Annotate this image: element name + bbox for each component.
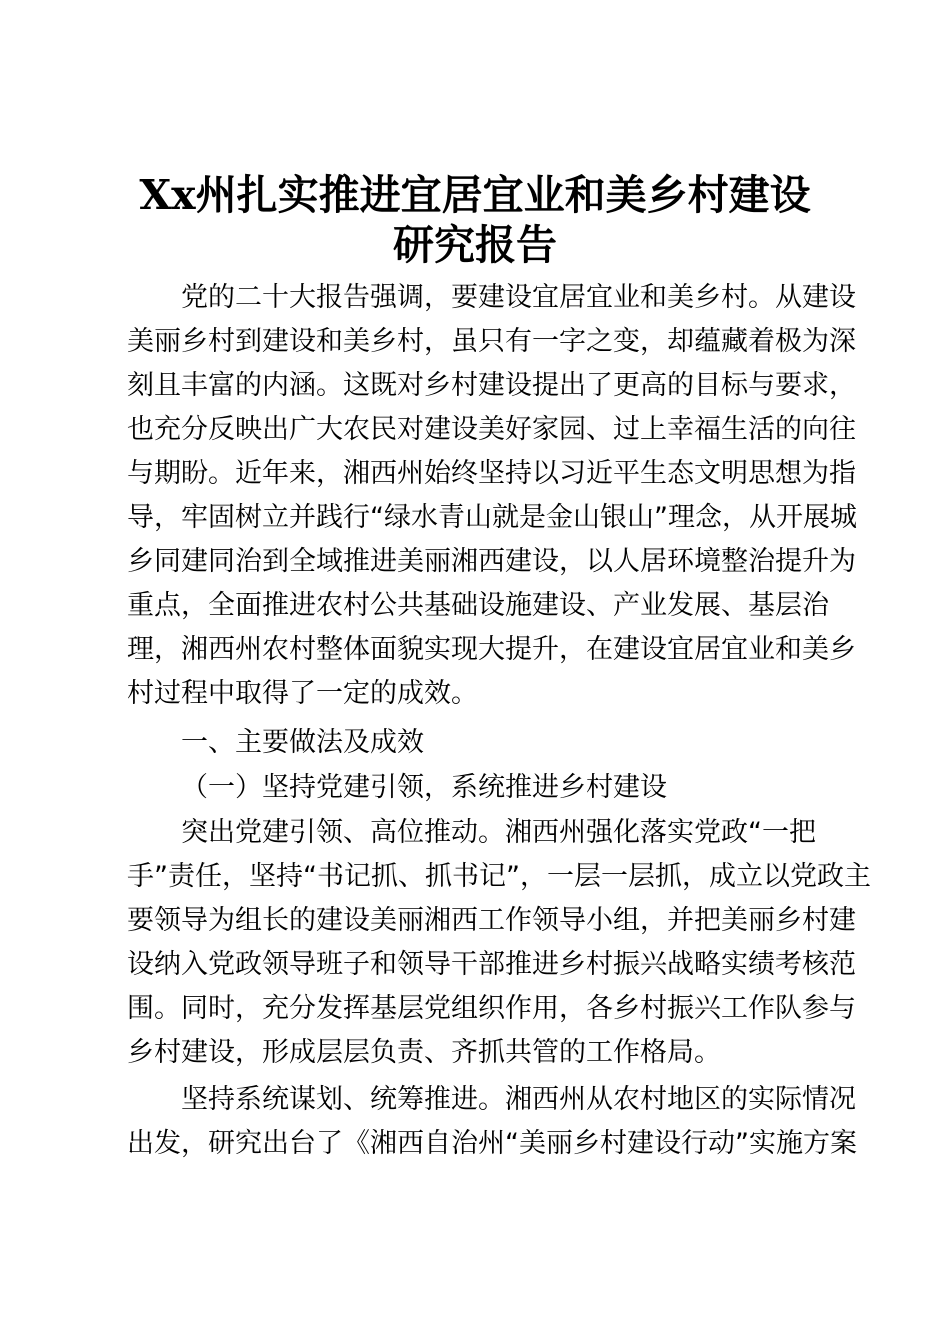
subsection-heading	[127, 766, 827, 810]
paragraph-line: 村过程中取得了一定的成效。	[127, 678, 478, 709]
paragraph-line: 手”责任，坚持“书记抓、抓书记”，一层一层抓，成立以党政主	[127, 861, 871, 892]
paragraph-line: 出发，研究出台了《湘西自治州“美丽乡村建设行动”实施方案	[127, 1128, 857, 1159]
paragraph-systematic-planning	[127, 1078, 857, 1166]
paragraph-line: 与期盼。近年来，湘西州始终坚持以习近平生态文明思想为指	[127, 458, 856, 489]
paragraph-line: 理，湘西州农村整体面貌实现大提升，在建设宜居宜业和美乡	[127, 634, 856, 665]
paragraph-line: 坚持系统谋划、统筹推进。湘西州从农村地区的实际情况	[181, 1084, 856, 1115]
document-title-line1: Xx州扎实推进宜居宜业和美乡村建设	[139, 171, 811, 219]
paragraph-line: 设纳入党政领导班子和领导干部推进乡村振兴战略实绩考核范	[127, 949, 856, 980]
paragraph-line: 重点，全面推进农村公共基础设施建设、产业发展、基层治	[127, 590, 829, 621]
paragraph-line: 乡村建设，形成层层负责、齐抓共管的工作格局。	[127, 1037, 721, 1068]
paragraph-intro	[127, 276, 857, 716]
paragraph-line: 要领导为组长的建设美丽湘西工作领导小组，并把美丽乡村建	[127, 905, 856, 936]
paragraph-line: 党的二十大报告强调，要建设宜居宜业和美乡村。从建设	[181, 282, 856, 313]
paragraph-line: 围。同时，充分发挥基层党组织作用，各乡村振兴工作队参与	[127, 993, 856, 1024]
paragraph-party-leadership	[127, 811, 871, 1075]
paragraph-line: 突出党建引领、高位推动。湘西州强化落实党政“一把	[181, 817, 816, 848]
heading-party-leadership: （一）坚持党建引领，系统推进乡村建设	[181, 772, 667, 803]
paragraph-line: 美丽乡村到建设和美乡村，虽只有一字之变，却蕴藏着极为深	[127, 326, 856, 357]
paragraph-line: 乡同建同治到全域推进美丽湘西建设，以人居环境整治提升为	[127, 546, 856, 577]
paragraph-line: 刻且丰富的内涵。这既对乡村建设提出了更高的目标与要求，	[127, 370, 856, 401]
paragraph-line: 也充分反映出广大农民对建设美好家园、过上幸福生活的向往	[127, 414, 856, 445]
paragraph-line: 导，牢固树立并践行“绿水青山就是金山银山”理念，从开展城	[127, 502, 857, 533]
section-heading	[127, 721, 827, 765]
document-title-line2: 研究报告	[393, 221, 557, 269]
heading-main-practices: 一、主要做法及成效	[181, 727, 424, 758]
